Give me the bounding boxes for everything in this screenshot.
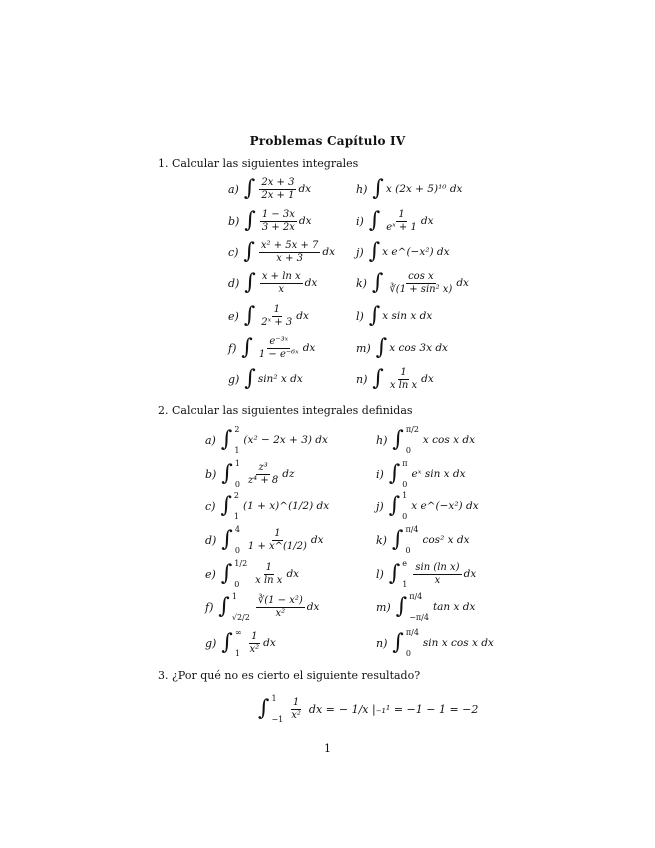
integrand: eˣ sin x dx bbox=[411, 468, 466, 480]
item-label: a) bbox=[205, 433, 216, 447]
item-label: j) bbox=[356, 245, 364, 259]
differential: dx bbox=[463, 568, 477, 580]
differential: dx bbox=[298, 215, 312, 227]
integral-item bbox=[356, 210, 434, 232]
integral-sign: ∫ bbox=[388, 461, 401, 486]
integral-limits bbox=[402, 491, 407, 521]
numerator: 2x + 3 bbox=[261, 176, 295, 188]
denominator: eˣ + 1 bbox=[386, 221, 417, 233]
numerator: 1 bbox=[292, 696, 300, 708]
integral-item bbox=[228, 368, 303, 390]
integral-item bbox=[356, 368, 434, 390]
integral-item bbox=[376, 628, 494, 658]
integral-expression bbox=[241, 336, 315, 361]
integral-sign: ∫ bbox=[375, 335, 388, 360]
upper-limit: 4 bbox=[234, 525, 240, 534]
lower-limit: 1 bbox=[233, 512, 240, 521]
upper-limit: 2 bbox=[233, 491, 240, 500]
differential: dx bbox=[322, 246, 336, 258]
integral-item bbox=[376, 491, 479, 521]
fraction bbox=[253, 562, 284, 587]
integral-item bbox=[356, 241, 450, 263]
integral-item bbox=[205, 628, 276, 658]
integral-expression bbox=[244, 209, 311, 234]
fraction bbox=[384, 209, 419, 234]
integral-item bbox=[228, 337, 315, 359]
integrand: sin x cos x dx bbox=[422, 637, 494, 649]
integral-expression bbox=[244, 304, 309, 329]
integral-expression bbox=[221, 459, 294, 489]
upper-limit: 2 bbox=[234, 425, 240, 434]
item-label: l) bbox=[376, 567, 384, 581]
integrand: cos² x dx bbox=[422, 534, 470, 546]
item-label: d) bbox=[205, 533, 217, 547]
numerator: 1 bbox=[273, 303, 280, 315]
integrand: x sin x dx bbox=[382, 310, 433, 322]
upper-limit: π bbox=[402, 459, 408, 468]
integral-expression bbox=[221, 628, 275, 658]
upper-limit: π/4 bbox=[405, 525, 419, 534]
item-label: i) bbox=[376, 467, 384, 481]
differential: dx bbox=[296, 310, 309, 322]
denominator: 2ˣ + 3 bbox=[261, 316, 293, 328]
integral-item bbox=[205, 459, 295, 489]
question-3-heading: 3. ¿Por qué no es cierto el siguiente resultado? bbox=[158, 669, 421, 682]
integral-item bbox=[205, 525, 324, 555]
item-label: a) bbox=[228, 182, 239, 196]
integral-expression bbox=[369, 305, 432, 327]
integral-sign: ∫ bbox=[388, 493, 401, 518]
upper-limit: 1/2 bbox=[234, 559, 248, 568]
equation-rhs: − 1/x |₋₁¹ = −1 − 1 = −2 bbox=[338, 702, 479, 716]
question-2-heading: 2. Calcular las siguientes integrales definidas bbox=[158, 404, 413, 417]
integral-sign: ∫ bbox=[243, 239, 255, 264]
numerator: 1 bbox=[398, 208, 405, 220]
integrand: x cos x dx bbox=[422, 434, 475, 446]
integral-sign: ∫ bbox=[244, 366, 256, 391]
differential: dx bbox=[286, 568, 300, 580]
page-title: Problemas Capítulo IV bbox=[249, 134, 406, 148]
item-label: e) bbox=[205, 567, 216, 581]
item-label: b) bbox=[228, 214, 240, 228]
upper-limit: e bbox=[402, 559, 408, 568]
integrand: x (2x + 5)¹⁰ dx bbox=[385, 183, 463, 195]
denominator: x bbox=[278, 283, 285, 295]
differential: dx bbox=[456, 277, 469, 289]
differential: dx bbox=[304, 277, 318, 289]
integral-sign: ∫ bbox=[243, 176, 256, 201]
fraction bbox=[260, 209, 297, 234]
item-label: f) bbox=[228, 341, 237, 355]
integral-item bbox=[356, 272, 469, 294]
fraction bbox=[246, 528, 309, 553]
denominator: x² bbox=[275, 607, 286, 619]
integral-item bbox=[376, 592, 476, 622]
item-label: i) bbox=[356, 214, 364, 228]
fraction bbox=[388, 367, 419, 392]
numerator: 1 bbox=[265, 561, 272, 573]
integral-item bbox=[205, 592, 320, 622]
numerator: cos x bbox=[408, 270, 434, 282]
integral-item bbox=[356, 337, 448, 359]
integral-expression bbox=[389, 559, 476, 589]
lower-limit: 0 bbox=[402, 512, 408, 521]
integral-expression bbox=[221, 525, 323, 555]
item-label: g) bbox=[205, 636, 217, 650]
differential: dz bbox=[282, 468, 295, 480]
integrand: x e^(−x²) dx bbox=[382, 246, 450, 258]
integral-expression bbox=[389, 491, 479, 521]
integral-sign: ∫ bbox=[221, 461, 233, 486]
integral-sign: ∫ bbox=[241, 335, 253, 360]
item-label: m) bbox=[356, 341, 371, 355]
item-label: j) bbox=[376, 499, 384, 513]
differential: dx bbox=[421, 373, 434, 385]
integral-expression bbox=[218, 592, 319, 622]
integrand: x cos 3x dx bbox=[389, 342, 448, 354]
fraction bbox=[247, 631, 261, 656]
integral-expression bbox=[376, 337, 448, 359]
integral-item bbox=[376, 425, 475, 455]
page-number: 1 bbox=[324, 742, 331, 755]
integral-expression bbox=[389, 459, 466, 489]
numerator: 1 bbox=[251, 630, 258, 642]
numerator: z³ bbox=[258, 461, 268, 473]
denominator: ∛(1 + sin² x) bbox=[389, 283, 453, 295]
integral-item bbox=[356, 178, 462, 200]
integral-expression bbox=[244, 368, 302, 390]
differential: dx bbox=[263, 637, 276, 649]
differential: dx bbox=[310, 534, 324, 546]
numerator: sin (ln x) bbox=[415, 561, 460, 573]
integral-expression bbox=[221, 425, 328, 455]
integral-limits bbox=[235, 459, 240, 489]
lower-limit: 0 bbox=[234, 546, 240, 555]
integral-expression bbox=[392, 628, 493, 658]
integral-item bbox=[205, 491, 330, 521]
integral-limits bbox=[232, 592, 250, 622]
denominator: z⁴ + 8 bbox=[247, 474, 279, 486]
denominator: x² bbox=[249, 643, 260, 655]
integral-sign: ∫ bbox=[244, 208, 256, 233]
integral-sign: ∫ bbox=[395, 594, 408, 619]
fraction bbox=[257, 336, 301, 361]
integral-sign: ∫ bbox=[392, 427, 404, 452]
upper-limit: ∞ bbox=[234, 628, 242, 637]
integral-sign: ∫ bbox=[371, 270, 384, 295]
integral-sign: ∫ bbox=[220, 427, 233, 452]
fraction bbox=[259, 304, 294, 329]
integral-sign: ∫ bbox=[221, 527, 233, 552]
differential: dx bbox=[302, 342, 316, 354]
integral-item bbox=[376, 559, 477, 589]
item-label: m) bbox=[376, 600, 391, 614]
upper-limit: π/2 bbox=[405, 425, 419, 434]
item-label: c) bbox=[205, 499, 216, 513]
upper-limit: 1 bbox=[402, 491, 408, 500]
denominator: 3 + 2x bbox=[261, 221, 295, 233]
item-label: l) bbox=[356, 309, 364, 323]
integrand: sin² x dx bbox=[257, 373, 303, 385]
lower-limit: 1 bbox=[234, 649, 240, 658]
integral-expression bbox=[220, 491, 329, 521]
item-label: c) bbox=[228, 245, 239, 259]
lower-limit: 1 bbox=[234, 446, 240, 455]
differential: dx bbox=[420, 215, 434, 227]
integral-limits bbox=[235, 525, 240, 555]
numerator: x + ln x bbox=[261, 270, 301, 282]
integral-item bbox=[228, 241, 335, 263]
lower-limit: 0 bbox=[405, 446, 411, 455]
integrand: (x² − 2x + 3) dx bbox=[243, 434, 328, 446]
item-label: g) bbox=[228, 372, 240, 386]
denominator: x + 3 bbox=[276, 252, 304, 264]
equation-tail: dx = bbox=[308, 702, 335, 716]
lower-limit: 0 bbox=[234, 480, 240, 489]
integral-sign: ∫ bbox=[221, 630, 233, 655]
upper-limit: π/4 bbox=[405, 628, 419, 637]
integral-expression bbox=[244, 177, 311, 202]
integrand: (1 + x)^(1/2) dx bbox=[243, 500, 330, 512]
integral-expression bbox=[221, 559, 299, 589]
fraction bbox=[259, 177, 296, 202]
upper-limit: π/4 bbox=[409, 592, 423, 601]
integral-sign: ∫ bbox=[368, 303, 381, 328]
fraction bbox=[413, 562, 461, 587]
lower-limit: 0 bbox=[405, 546, 411, 555]
integral-expression bbox=[372, 367, 433, 392]
integral-limits bbox=[402, 559, 407, 589]
integral-limits bbox=[405, 525, 418, 555]
fraction bbox=[256, 595, 305, 620]
denominator: 1 − e⁻⁶ˣ bbox=[258, 348, 299, 360]
lower-limit: −1 bbox=[271, 715, 284, 724]
integral-limits bbox=[402, 459, 407, 489]
integral-limits bbox=[234, 491, 239, 521]
fraction bbox=[387, 271, 454, 296]
integral-sign: ∫ bbox=[243, 303, 256, 328]
lower-limit: 0 bbox=[402, 480, 408, 489]
lower-limit: 0 bbox=[234, 580, 240, 589]
integral-limits bbox=[234, 425, 239, 455]
numerator: e⁻³ˣ bbox=[269, 335, 289, 347]
item-label: n) bbox=[356, 372, 368, 386]
integral-limits bbox=[234, 559, 247, 589]
item-label: k) bbox=[356, 276, 367, 290]
item-label: b) bbox=[205, 467, 217, 481]
integral-item bbox=[376, 459, 466, 489]
numerator: ∛(1 − x²) bbox=[257, 594, 303, 606]
item-label: d) bbox=[228, 276, 240, 290]
integral-sign: ∫ bbox=[372, 366, 384, 391]
item-label: h) bbox=[356, 182, 368, 196]
integral-expression bbox=[243, 240, 335, 265]
integral-sign: ∫ bbox=[388, 561, 401, 586]
integrand: tan x dx bbox=[432, 601, 476, 613]
item-label: n) bbox=[376, 636, 388, 650]
integral-sign: ∫ bbox=[368, 239, 381, 264]
fraction bbox=[260, 271, 303, 296]
item-label: k) bbox=[376, 533, 387, 547]
numerator: 1 bbox=[274, 527, 281, 539]
denominator: 1 + x^(1/2) bbox=[247, 540, 307, 552]
lower-limit: 1 bbox=[402, 580, 408, 589]
integral-limits bbox=[235, 628, 242, 658]
integral-limits bbox=[406, 628, 419, 658]
integral-item bbox=[228, 272, 317, 294]
numerator: 1 bbox=[400, 366, 407, 378]
integral-item bbox=[205, 559, 300, 589]
item-label: e) bbox=[228, 309, 239, 323]
integral-item bbox=[228, 210, 312, 232]
integral-sign: ∫ bbox=[391, 527, 404, 552]
denominator: x² bbox=[291, 709, 301, 721]
integral-sign: ∫ bbox=[372, 176, 384, 201]
differential: dx bbox=[298, 183, 312, 195]
denominator: 2x + 1 bbox=[261, 189, 295, 201]
integral-expression bbox=[392, 525, 470, 555]
fraction bbox=[246, 462, 280, 487]
integral-expression bbox=[369, 209, 434, 234]
item-label: h) bbox=[376, 433, 388, 447]
integrand: x e^(−x²) dx bbox=[411, 500, 479, 512]
integral-expression bbox=[244, 271, 317, 296]
integral-item bbox=[205, 425, 328, 455]
integral-sign: ∫ bbox=[368, 208, 381, 233]
denominator: x bbox=[434, 574, 441, 586]
item-label: f) bbox=[205, 600, 214, 614]
numerator: 1 − 3x bbox=[261, 208, 295, 220]
fraction bbox=[259, 240, 321, 265]
integral-expression bbox=[396, 592, 476, 622]
integral-sign: ∫ bbox=[220, 493, 232, 518]
integral-item bbox=[228, 178, 311, 200]
lower-limit: −π/4 bbox=[409, 613, 429, 622]
integral-item bbox=[376, 525, 470, 555]
integral-limits bbox=[409, 592, 429, 622]
integral-expression bbox=[372, 271, 469, 296]
numerator: x² + 5x + 7 bbox=[260, 239, 319, 251]
integral-expression bbox=[369, 241, 450, 263]
upper-limit: 1 bbox=[271, 694, 277, 703]
integral-limits bbox=[406, 425, 419, 455]
lower-limit: √2/2 bbox=[231, 613, 250, 622]
integral-sign: ∫ bbox=[218, 594, 230, 619]
differential: dx bbox=[306, 601, 320, 613]
lower-limit: 0 bbox=[405, 649, 411, 658]
denominator: x ln x bbox=[255, 574, 283, 586]
integral-expression bbox=[392, 425, 475, 455]
denominator: x ln x bbox=[389, 379, 418, 391]
integral-sign: ∫ bbox=[392, 630, 404, 655]
integral-sign: ∫ bbox=[244, 270, 256, 295]
integral-expression bbox=[372, 178, 462, 200]
upper-limit: 1 bbox=[234, 459, 240, 468]
question-3-equation: ∫ 1 −1 $\frac{1}{\text{x²}}$ dx = − 1/x |₋₁¹ = −1 − 1 = −2 bbox=[258, 694, 479, 724]
integral-item bbox=[228, 305, 309, 327]
integral-sign: ∫ bbox=[220, 561, 233, 586]
question-1-heading: 1. Calcular las siguientes integrales bbox=[158, 157, 359, 170]
upper-limit: 1 bbox=[231, 592, 237, 601]
integral-item bbox=[356, 305, 432, 327]
